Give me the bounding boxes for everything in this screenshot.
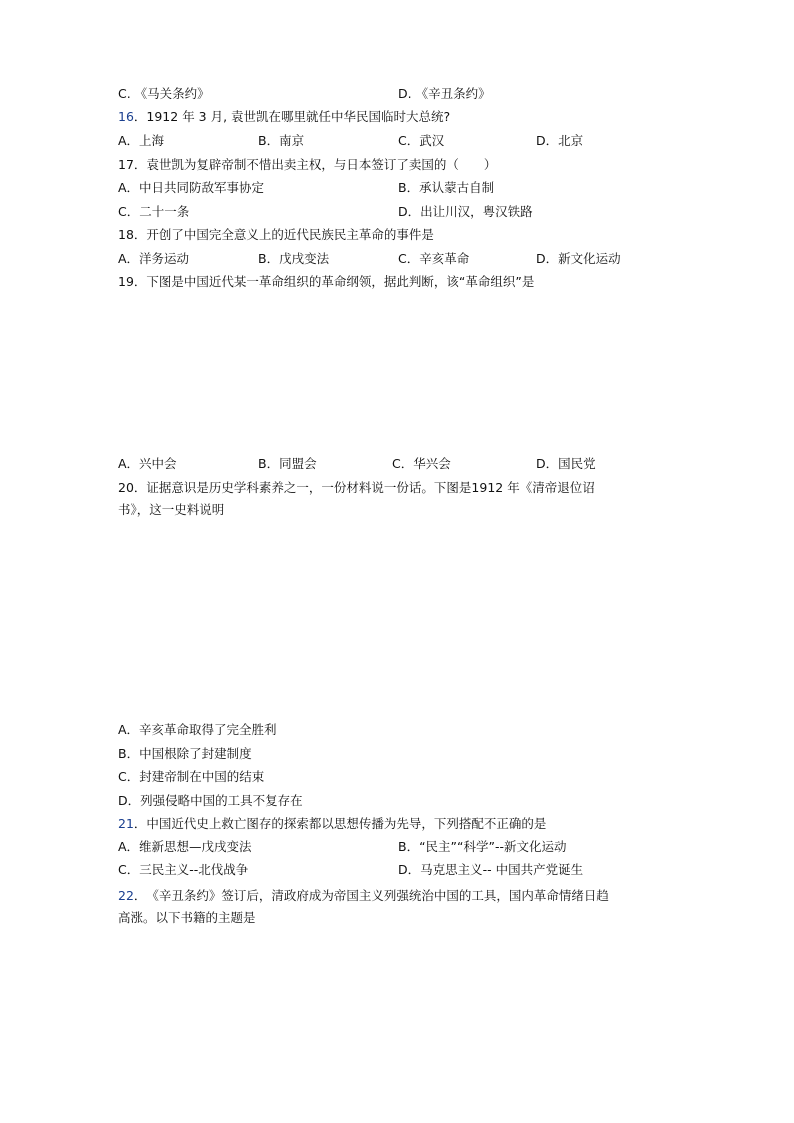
q16-text: ．1912 年 3 月, 袁世凯在哪里就任中华民国临时大总统? [133, 109, 451, 124]
q18-stem: 18．开创了中国完全意义上的近代民族民主革命的事件是 [118, 227, 434, 242]
q18-option-d: D．新文化运动 [536, 251, 621, 266]
q20-option-d: D．列强侵略中国的工具不复存在 [118, 793, 303, 808]
q19-option-d: D．国民党 [536, 456, 596, 471]
q21-option-c: C．三民主义--北伐战争 [118, 862, 249, 877]
q18-option-a: A．洋务运动 [118, 251, 190, 266]
q20-option-b: B．中国根除了封建制度 [118, 746, 252, 761]
q16-option-c: C．武汉 [398, 133, 445, 148]
q21-option-d: D．马克思主义-- 中国共产党诞生 [398, 862, 584, 877]
q20-option-c: C．封建帝制在中国的结束 [118, 769, 265, 784]
q16-option-d: D．北京 [536, 133, 584, 148]
q22-number: 22 [118, 888, 134, 903]
q21-text: ．中国近代史上救亡图存的探索都以思想传播为先导，下列搭配不正确的是 [133, 816, 547, 831]
q20-stem-line2: 书》，这一史料说明 [118, 502, 225, 517]
q19-option-a: A．兴中会 [118, 456, 177, 471]
q19-option-c: C．华兴会 [392, 456, 451, 471]
q21-number: 21 [118, 816, 134, 831]
q17-option-a: A．中日共同防敌军事协定 [118, 180, 265, 195]
q16-option-b: B．南京 [258, 133, 305, 148]
q21-option-a: A．维新思想—戊戌变法 [118, 839, 252, 854]
q16-stem [118, 109, 450, 125]
q21-option-b: B．“民主”“科学”--新文化运动 [398, 839, 567, 854]
q20-stem-line1: 20．证据意识是历史学科素养之一，一份材料说一份话。下图是1912 年《清帝退位诏 [118, 480, 595, 495]
q16-option-a: A．上海 [118, 133, 165, 148]
q17-option-b: B．承认蒙古自制 [398, 180, 495, 195]
q22-text-line1: ． 《辛丑条约》签订后，清政府成为帝国主义列强统治中国的工具，国内革命情绪日趋 [133, 888, 609, 903]
q18-option-b: B．戊戌变法 [258, 251, 330, 266]
q19-option-b: B．同盟会 [258, 456, 317, 471]
q21-stem [118, 816, 546, 832]
q19-figure-area [118, 296, 678, 446]
q20-figure-area [118, 524, 678, 714]
q17-option-d: D．出让川汉，粤汉铁路 [398, 204, 533, 219]
q15-option-d: D. 《辛丑条约》 [398, 86, 491, 101]
q22-stem-line1 [118, 888, 609, 904]
q15-option-c: C. 《马关条约》 [118, 86, 210, 101]
q17-stem: 17．袁世凯为复辟帝制不惜出卖主权，与日本签订了卖国的（ ） [118, 157, 497, 172]
q19-stem: 19．下图是中国近代某一革命组织的革命纲领，据此判断，该“革命组织”是 [118, 274, 535, 289]
q20-option-a: A．辛亥革命取得了完全胜利 [118, 722, 277, 737]
q16-number: 16 [118, 109, 134, 124]
q18-option-c: C．辛亥革命 [398, 251, 470, 266]
q17-option-c: C．二十一条 [118, 204, 190, 219]
q22-stem-line2: 高涨。以下书籍的主题是 [118, 910, 256, 925]
